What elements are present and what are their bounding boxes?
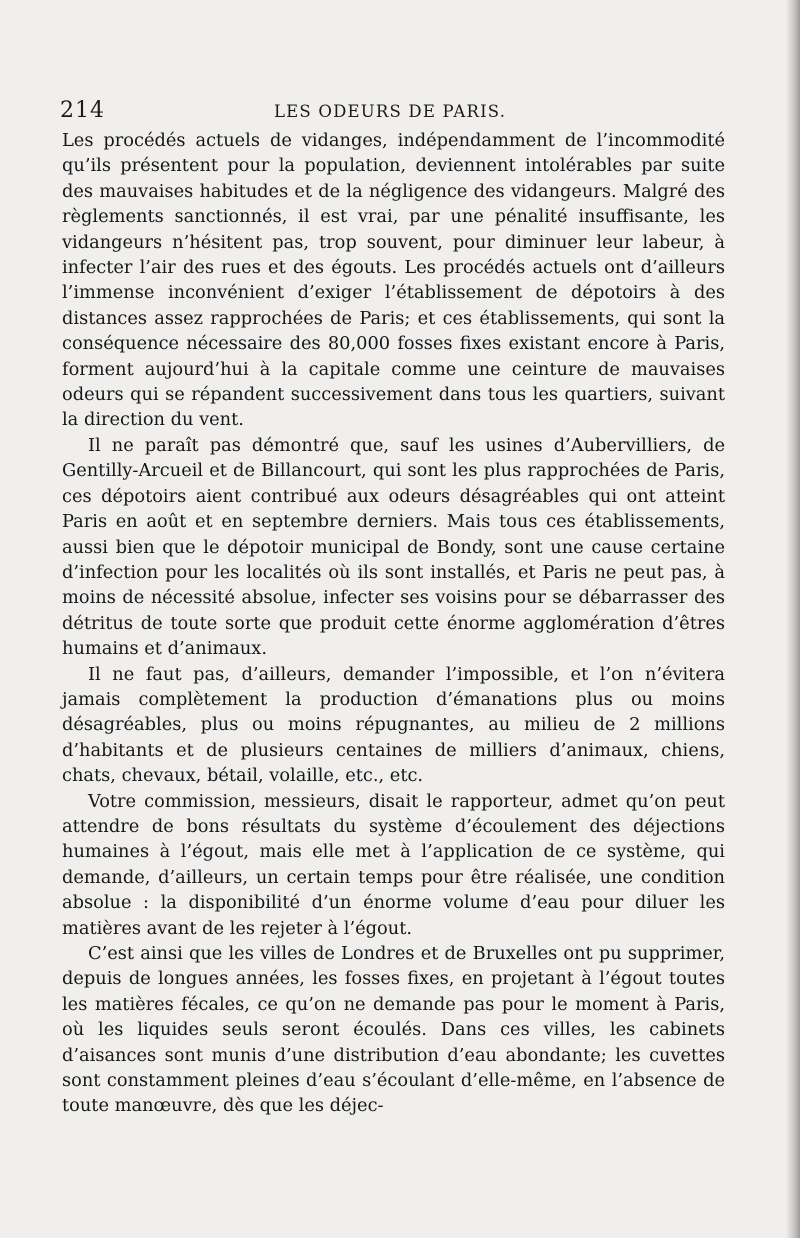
paragraph: Il ne faut pas, d’ailleurs, demander l’impossible, et l’on n’évitera jamais complètement la production d’émanations plus ou moins désagréables, plus ou moins répugnantes, au milieu de 2 millions d’habitants et de plusieurs centaines de milliers d’animaux, chiens, chats, chevaux, bétail, volaille, etc., etc. [62, 663, 725, 787]
page-header [60, 98, 725, 128]
page-edge-shadow [786, 0, 800, 1238]
page-number: 214 [60, 98, 105, 123]
paragraph: Il ne paraît pas démontré que, sauf les usines d’Aubervilliers, de Gentilly-Arcueil et de Billancourt, qui sont les plus rapprochées de Paris, ces dépotoirs aient contribué aux odeurs désagréables qui ont atteint Paris en août et en septembre derniers. Mais tous ces établissements, aussi bien que le dépotoir municipal de Bondy, sont une cause certaine d’infection pour les localités où ils sont installés, et Paris ne peut pas, à moins de nécessité absolue, infecter ses voisins pour se débarrasser des détritus de toute sorte que produit cette énorme agglomération d’êtres humains et d’animaux. [62, 434, 725, 660]
paragraph: Les procédés actuels de vidanges, indépendamment de l’incommodité qu’ils présentent pour la population, deviennent intolérables par suite des mauvaises habitudes et de la négligence des vidangeurs. Malgré des règlements sanctionnés, il est vrai, par une pénalité insuffisante, les vidangeurs n’hésitent pas, trop souvent, pour diminuer leur labeur, à infecter l’air des rues et des égouts. Les procédés actuels ont d’ailleurs l’immense inconvénient d’exiger l’établissement de dépotoirs à des distances assez rapprochées de Paris; et ces établissements, qui sont la conséquence nécessaire des 80,000 fosses fixes existant encore à Paris, forment aujourd’hui à la capitale comme une ceinture de mauvaises odeurs qui se répandent successivement dans tous les quartiers, suivant la direction du vent. [62, 130, 725, 431]
paragraph: C’est ainsi que les villes de Londres et de Bruxelles ont pu supprimer, depuis de longues années, les fosses fixes, en projetant à l’égout toutes les matières fécales, ce qu’on ne demande pas pour le moment à Paris, où les liquides seuls seront écoulés. Dans ces villes, les cabinets d’aisances sont munis d’une distribution d’eau abondante; les cuvettes sont constamment pleines d’eau s’écoulant d’elle-même, en l’absence de toute manœuvre, dès que les déjec- [62, 943, 725, 1117]
running-title: LES ODEURS DE PARIS. [274, 102, 507, 121]
paragraph: Votre commission, messieurs, disait le rapporteur, admet qu’on peut attendre de bons résultats du système d’écoulement des déjections humaines à l’égout, mais elle met à l’application de ce système, qui demande, d’ailleurs, un certain temps pour être réalisée, une condition absolue : la disponibilité d’un énorme volume d’eau pour diluer les matières avant de les rejeter à l’égout. [62, 790, 725, 939]
body-text [62, 128, 725, 1119]
